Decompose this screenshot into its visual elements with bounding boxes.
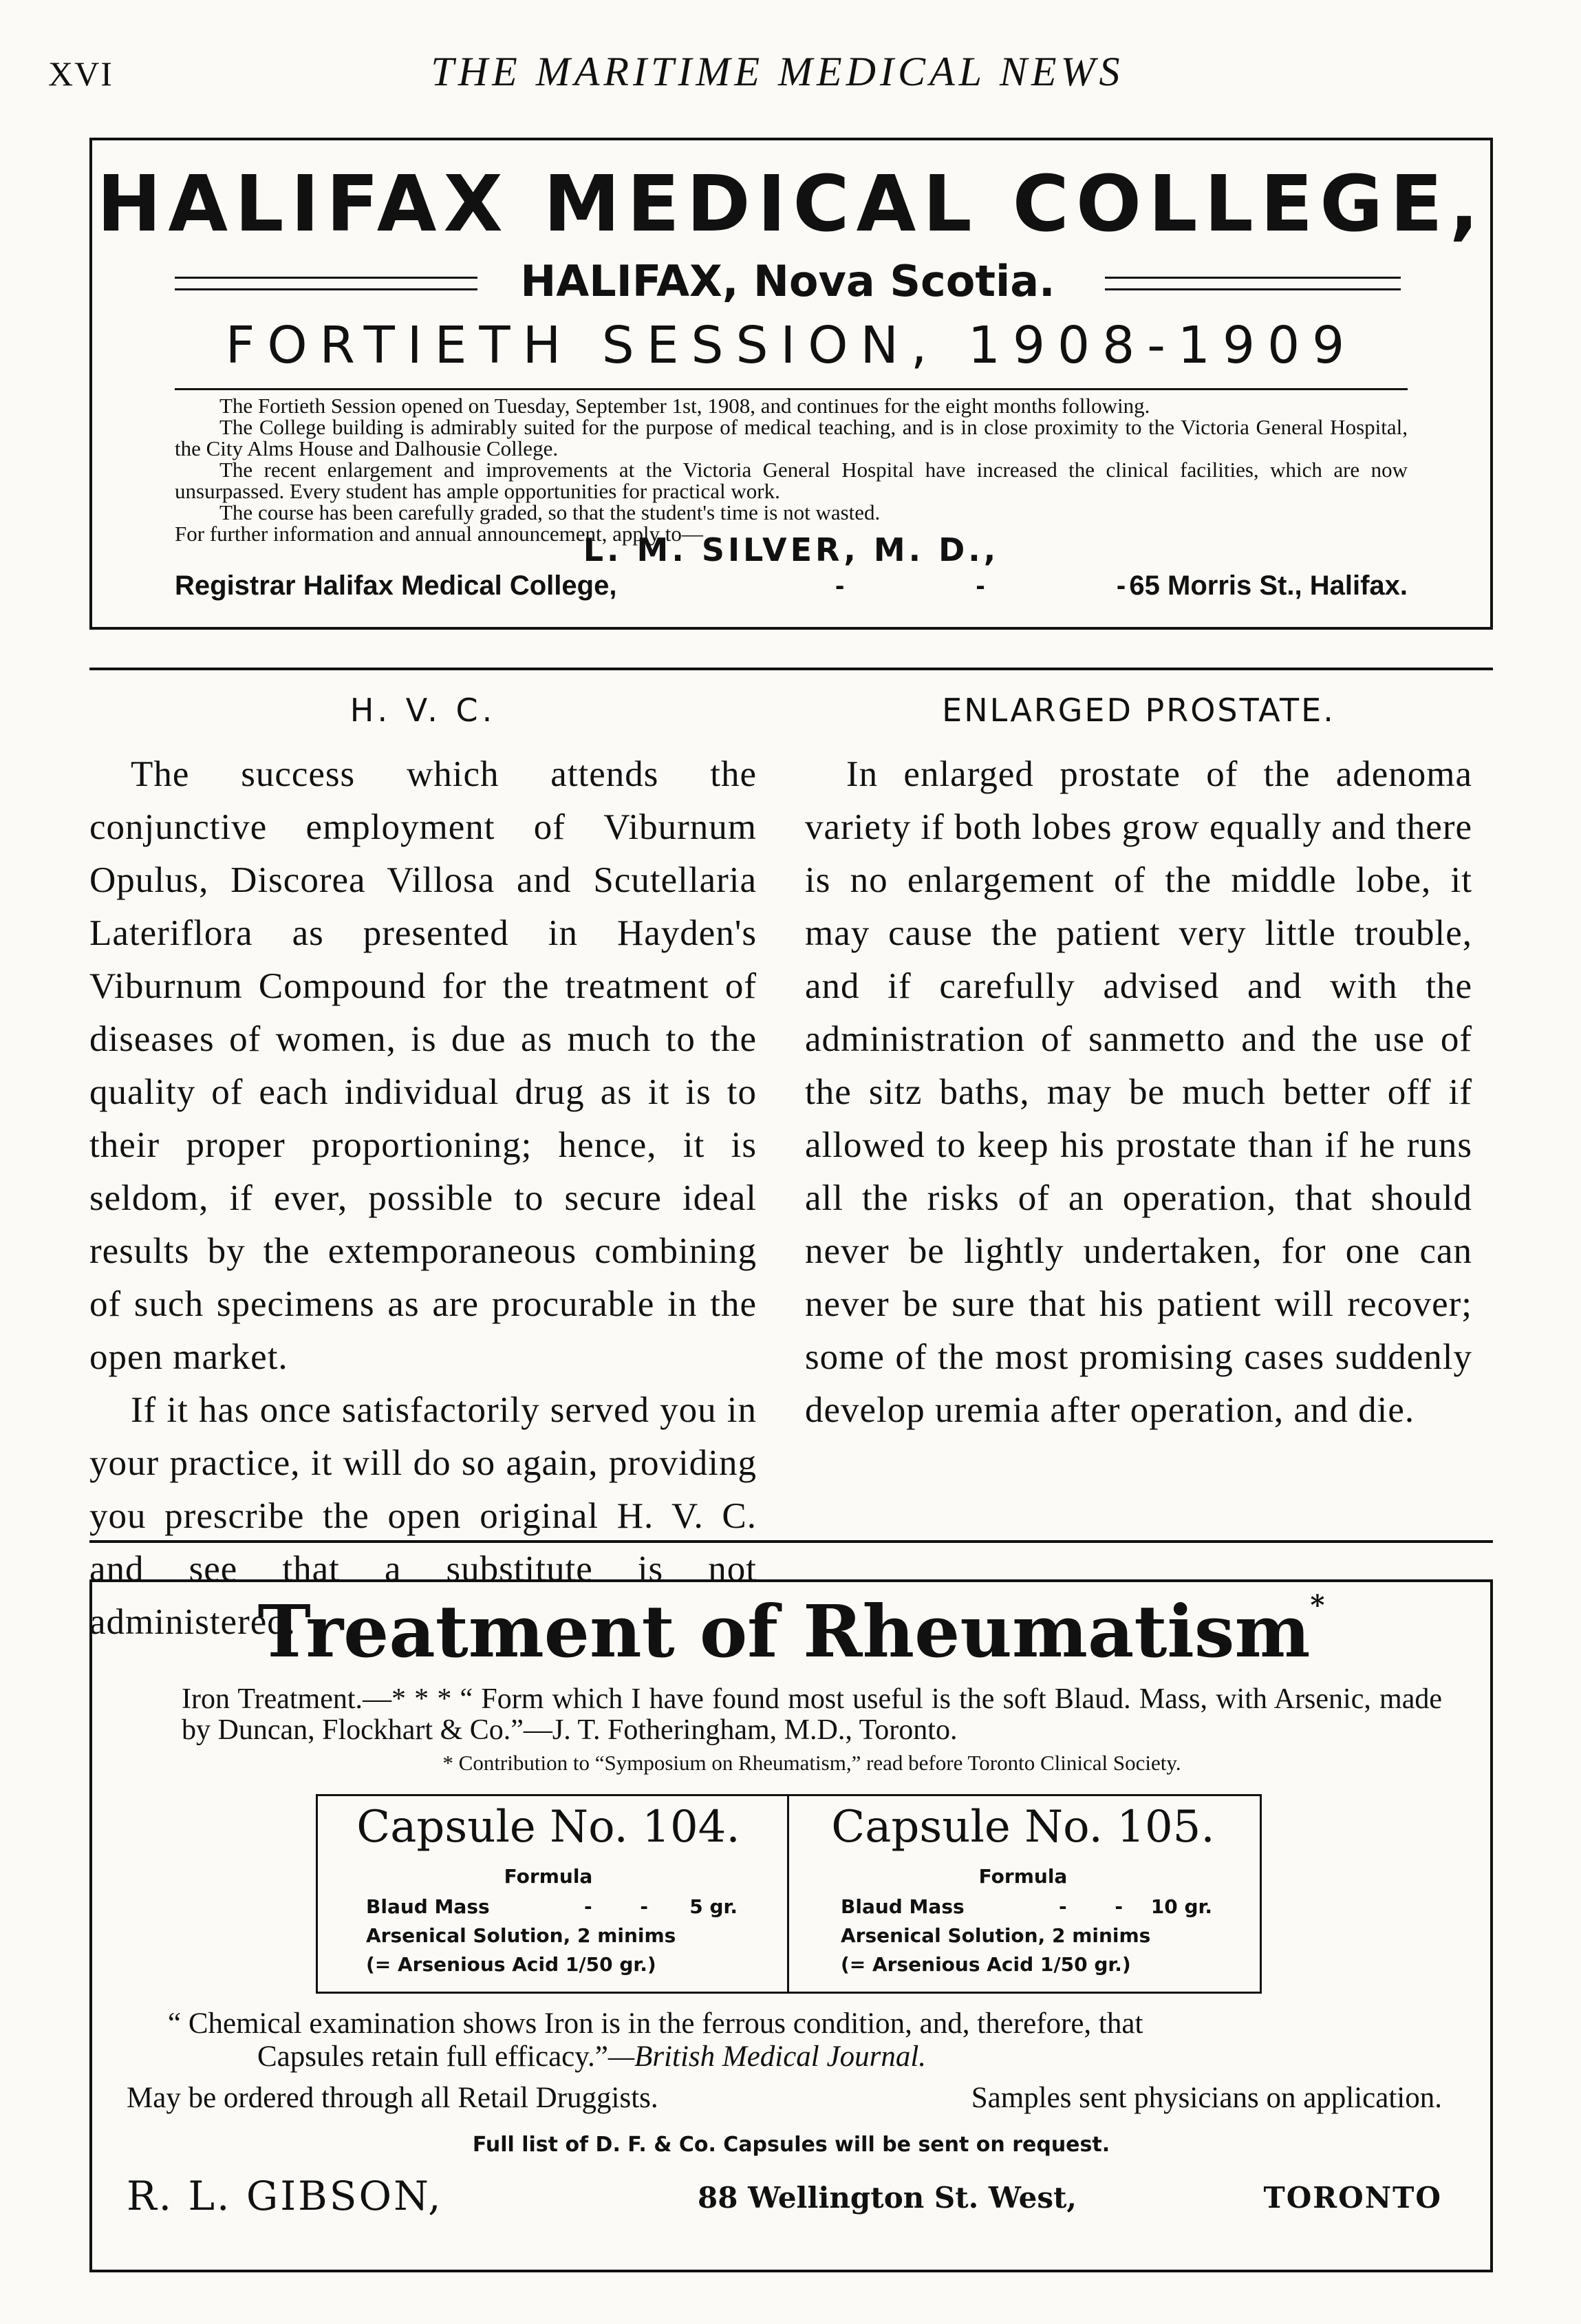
- formula-line: Arsenical Solution, 2 minims: [366, 1924, 676, 1947]
- bmj-quote: [168, 2007, 1442, 2074]
- college-city-row: [175, 256, 1401, 311]
- capsule-title: Capsule No. 105.: [831, 1802, 1215, 1853]
- capsule-105: [793, 1796, 1254, 1996]
- registrar-row: [175, 571, 1408, 605]
- dash-leader: - - -: [835, 571, 1188, 601]
- description-paragraph: The course has been carefully graded, so that the student's time is not wasted.: [219, 500, 881, 524]
- article-paragraph: The success which attends the conjunctive employment of Viburnum Opulus, Discorea Villosa and Scutellaria Lateriflora as presented in Hayden's Viburnum Compound for the treatment of diseases of women, is due as much to the quality of each individual drug as it is to their proper proportioning; hence, it is seldom, if ever, possible to secure ideal results by the extemporaneous combining of such specimens as are procurable in the open market.: [89, 754, 757, 1377]
- description-paragraph: The Fortieth Session opened on Tuesday, September 1st, 1908, and continues for the eight months following.: [219, 394, 1150, 418]
- registrar-address: 65 Morris St., Halifax.: [1129, 571, 1408, 601]
- journal-title: THE MARITIME MEDICAL NEWS: [431, 49, 1124, 94]
- mass-label: Blaud Mass: [841, 1895, 965, 1918]
- double-rule-right: [1105, 277, 1401, 290]
- quote-line: [168, 2040, 1442, 2074]
- hvc-article: [89, 692, 757, 1649]
- iron-text: Iron Treatment.—* * * “ Form which I have found most useful is the soft Blaud. Mass, with Arsenic, made by Duncan, Flockhart & Co.”—J. T. Fotheringham, M.D., Toronto.: [182, 1683, 1442, 1746]
- mass-label: Blaud Mass: [366, 1895, 490, 1918]
- article-paragraph: In enlarged prostate of the adenoma variety if both lobes grow equally and there is no enlargement of the middle lobe, it may cause the patient very little trouble, and if carefully advised and with the administration of sanmetto and the use of the sitz baths, may be much better off if allowed to keep his prostate than if he runs all the risks of an operation, that should never be lightly undertaken, for one can never be sure that his patient will recover; some of the most promising cases suddenly develop uremia after operation, and die.: [805, 754, 1472, 1430]
- table-divider: [787, 1796, 789, 1992]
- capsule-table: [316, 1794, 1262, 1994]
- description-paragraph: The recent enlargement and improvements at the Victoria General Hospital have increased the clinical facilities, which are now unsurpassed. Every student has ample opportunities for practical work.: [175, 458, 1408, 503]
- iron-treatment-quote: [182, 1684, 1442, 1778]
- college-advertisement: [89, 138, 1493, 630]
- quote-line: “ Chemical examination shows Iron is in the ferrous condition, and, therefore, that: [168, 2007, 1143, 2040]
- section-rule: [89, 1540, 1493, 1543]
- rheumatism-advertisement: [89, 1579, 1493, 2272]
- page-number: XVI: [48, 54, 114, 93]
- agent-city: TORONTO: [1263, 2181, 1442, 2215]
- registrar-name: L. M. SILVER, M. D.,: [583, 531, 1000, 568]
- formula-line: Arsenical Solution, 2 minims: [841, 1924, 1151, 1947]
- dot-leader: - -: [1059, 1895, 1143, 1918]
- mass-dose: 10 gr.: [1150, 1895, 1212, 1918]
- session-heading: FORTIETH SESSION, 1908-1909: [225, 316, 1357, 375]
- footnote: * Contribution to “Symposium on Rheumatism,” read before Toronto Clinical Society.: [442, 1751, 1181, 1775]
- apply-line: For further information and annual announcement, apply to—: [175, 522, 703, 546]
- hvc-heading: H. V. C.: [349, 692, 497, 729]
- college-city: HALIFAX, Nova Scotia.: [520, 256, 1055, 306]
- footnote-mark: *: [1310, 1589, 1325, 1621]
- running-head: [41, 48, 1514, 103]
- agent-name: R. L. GIBSON,: [127, 2173, 443, 2219]
- formula-line: [841, 1893, 1226, 1921]
- formula-line: [366, 1893, 751, 1921]
- formula-label: Formula: [504, 1865, 593, 1888]
- quote-text: Capsules retain full efficacy.”: [257, 2040, 608, 2073]
- full-list-note: Full list of D. F. & Co. Capsules will be sent on request.: [472, 2133, 1110, 2157]
- rheumatism-title-text: Treatment of Rheumatism: [257, 1589, 1311, 1674]
- college-name: HALIFAX MEDICAL COLLEGE,: [96, 160, 1486, 249]
- formula-line: (= Arsenious Acid 1/50 gr.): [366, 1953, 656, 1976]
- formula-lines: [841, 1893, 1226, 1979]
- college-description: [175, 395, 1408, 544]
- section-rule: [89, 668, 1493, 670]
- mass-dose: 5 gr.: [689, 1895, 738, 1918]
- article-paragraph: If it has once satisfactorily served you in your practice, it will do so again, providing you prescribe the open original H. V. C. and see that a substitute is not administered.: [89, 1390, 757, 1642]
- quote-source: —British Medical Journal.: [607, 2040, 927, 2073]
- capsule-title: Capsule No. 104.: [356, 1802, 740, 1853]
- prostate-article: [805, 692, 1472, 1437]
- formula-label: Formula: [978, 1865, 1068, 1888]
- dot-leader: - -: [584, 1895, 669, 1918]
- capsule-104: [318, 1796, 779, 1996]
- samples-text: Samples sent physicians on application.: [971, 2082, 1442, 2114]
- formula-line: (= Arsenious Acid 1/50 gr.): [841, 1953, 1131, 1976]
- rheumatism-title: [92, 1589, 1490, 1674]
- description-paragraph: The College building is admirably suited for the purpose of medical teaching, and is in close proximity to the Victoria General Hospital, the City Alms House and Dalhousie College.: [175, 415, 1408, 460]
- divider: [175, 388, 1408, 390]
- order-row: [127, 2081, 1442, 2115]
- registrar-title: Registrar Halifax Medical College,: [175, 571, 617, 601]
- prostate-heading: ENLARGED PROSTATE.: [942, 692, 1335, 729]
- formula-lines: [366, 1893, 751, 1979]
- order-text: May be ordered through all Retail Druggists.: [127, 2082, 658, 2114]
- agent-address: 88 Wellington St. West,: [698, 2181, 1077, 2215]
- agent-row: [127, 2173, 1442, 2221]
